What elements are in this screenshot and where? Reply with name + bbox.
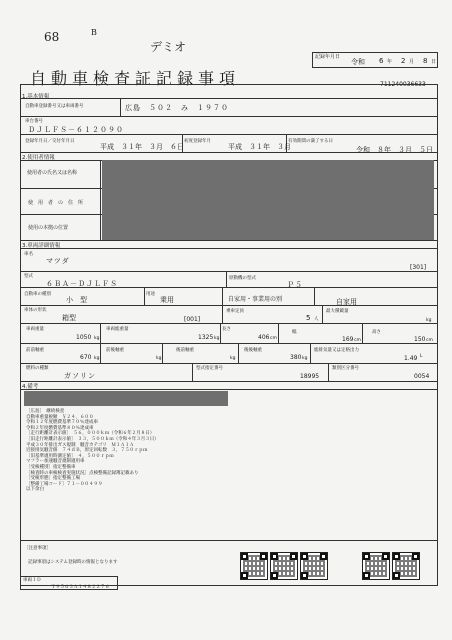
page-title: 自動車検査証記録事項 xyxy=(30,69,241,88)
divider xyxy=(20,240,438,241)
class-no-value: 0054 xyxy=(414,373,430,380)
length-unit: cm xyxy=(270,336,277,341)
weight-unit: kg xyxy=(94,336,100,341)
private-value: 自家用 xyxy=(336,298,357,306)
class-no-label: 類別区分番号 xyxy=(332,366,359,371)
private-label: 自家用・事業用の別 xyxy=(228,296,283,303)
user-address-label: 使 用 者 の 住 所 xyxy=(28,200,84,206)
year-unit: 年 xyxy=(387,59,393,65)
reg-date-value: 平成 ３１年 ３月 ６日 xyxy=(100,143,184,151)
qr-code-3 xyxy=(300,552,328,580)
ff-label: 前前軸重 xyxy=(26,348,44,353)
reg-label: 自動車登録番号又は車両番号 xyxy=(25,104,84,109)
divider xyxy=(162,343,163,363)
divider xyxy=(222,287,223,305)
height-label: 高さ xyxy=(372,330,381,335)
divider xyxy=(20,343,438,344)
gross-unit: kg xyxy=(214,336,220,341)
section-remarks: 4.備考 xyxy=(22,384,39,390)
divider xyxy=(20,305,438,306)
fuel-value: ガソリン xyxy=(64,372,96,380)
divider xyxy=(322,305,323,323)
engine-value: Ｐ５ xyxy=(287,281,303,289)
weight-value: 1050 xyxy=(76,334,92,341)
kind-label: 自動車の種別 xyxy=(24,292,51,297)
remark-line: 平成３０年排出ガス規制 騒音カテゴリ Ｍ１Ａ１Ａ xyxy=(26,442,134,448)
divider xyxy=(20,134,438,135)
expiry-value: 令和 ８年 ３月 ５日 xyxy=(356,146,433,154)
redacted-user-info xyxy=(102,160,434,240)
rr-unit: kg xyxy=(302,356,308,361)
length-value: 406 xyxy=(258,334,270,341)
divider xyxy=(238,343,239,363)
rf-unit: kg xyxy=(230,356,236,361)
redacted-remarks-header xyxy=(24,391,228,406)
record-date-day: 8 xyxy=(423,57,429,65)
first-reg-label: 初度登録年月 xyxy=(184,139,211,144)
divider xyxy=(226,271,227,287)
qr-code-4 xyxy=(362,552,390,580)
rf-label: 後前軸重 xyxy=(176,348,194,353)
remarks-list xyxy=(26,409,159,493)
divider xyxy=(20,152,438,153)
chassis-label: 車台番号 xyxy=(25,119,43,124)
remark-line: ［旧走行距離計表示値］ ３３，５００ｋｍ（令和４年３月３日） xyxy=(26,436,159,442)
body-code: [001] xyxy=(184,316,201,323)
rr-value: 380 xyxy=(290,354,302,361)
remark-line: ［検査時の車検検査実施状況］点検整備記録簿記載あり xyxy=(26,470,139,476)
divider xyxy=(20,248,438,249)
divider xyxy=(120,98,121,116)
vehicle-id-box xyxy=(20,576,118,590)
qr-code-2 xyxy=(270,552,298,580)
maker-value: マツダ xyxy=(46,257,70,265)
divider xyxy=(192,363,193,381)
divider xyxy=(222,305,223,323)
remark-line: ［走行距離計表示値］ ５６，０００ｋｍ（令和６年２月８日） xyxy=(26,431,155,437)
remark-line: マフラー加速騒音規制適用車 xyxy=(26,459,85,465)
day-unit: 日 xyxy=(431,59,437,65)
divider xyxy=(100,160,101,240)
height-unit: cm xyxy=(426,338,433,343)
disp-unit: L xyxy=(420,354,423,359)
reg-date-label: 登録年月日／交付年月日 xyxy=(25,139,75,144)
divider xyxy=(20,271,438,272)
model-label: 型式 xyxy=(24,274,33,279)
width-value: 169 xyxy=(342,336,354,343)
remark-line: 自動車重量税額 ￥２４，６００ xyxy=(26,414,94,420)
weight-label: 車両重量 xyxy=(26,327,44,332)
type-no-label: 型式指定番号 xyxy=(196,366,223,371)
use-value: 乗用 xyxy=(160,296,174,304)
vehicle-id-label: 車両ＩＤ xyxy=(23,578,41,583)
doc-number: 711240036633 xyxy=(380,81,426,88)
fr-unit: kg xyxy=(156,356,162,361)
capacity-value: 5 xyxy=(306,314,312,322)
disp-value: 1.49 xyxy=(404,355,418,362)
max-load-unit: kg xyxy=(426,318,432,323)
divider xyxy=(220,323,221,343)
record-date-box xyxy=(312,52,438,68)
kind-value: 小 型 xyxy=(66,296,87,304)
fuel-label: 燃料の種類 xyxy=(26,366,49,371)
ff-value: 670 xyxy=(80,354,92,361)
width-label: 幅 xyxy=(292,330,297,335)
use-label: 用途 xyxy=(146,292,155,297)
chassis-value: ＤＪＬＦＳ－６１２０９０ xyxy=(28,126,124,134)
model-value: ６ＢＡ－ＤＪＬＦＳ xyxy=(46,280,118,288)
divider xyxy=(20,323,438,324)
vehicle-id-value: Ｔ９５６３Ａ１４８２２７６ xyxy=(51,585,110,590)
width-unit: cm xyxy=(354,338,361,343)
maker-label: 車名 xyxy=(24,252,33,257)
first-reg-value: 平成 ３１年 ３月 xyxy=(228,143,291,151)
remark-line: ［旧基準適用時測定値］ ４，５００ｒｐｍ xyxy=(26,453,114,459)
divider xyxy=(278,323,279,343)
divider xyxy=(20,116,438,117)
divider xyxy=(100,323,101,343)
user-name-label: 使用者の氏名又は名称 xyxy=(27,170,78,176)
remark-line: 令和１２年度燃費基準７０％達成車 xyxy=(26,420,98,426)
body-value: 箱型 xyxy=(62,314,76,322)
remark-line: ［広島］ 継続検査 xyxy=(26,409,65,414)
record-date-label: 記録年月日 xyxy=(315,54,341,60)
section-vehicle: 3.車両詳細情報 xyxy=(22,243,61,249)
handwritten-car-name: デミオ xyxy=(150,40,187,54)
handwritten-letter: B xyxy=(91,28,97,37)
capacity-label: 乗車定員 xyxy=(226,309,244,314)
remark-line: 近接排気騒音値 ７４ｄＢ，原定回転数 ３，７５０ｒｐｍ xyxy=(26,448,148,454)
divider xyxy=(328,363,329,381)
section-user: 2.使用者情報 xyxy=(22,155,55,161)
divider xyxy=(20,98,438,99)
disp-label: 総排気量又は定格出力 xyxy=(314,348,359,353)
body-label: 車体の形状 xyxy=(24,308,47,313)
notes-label: ［注意事項］ xyxy=(24,546,51,551)
qr-code-5 xyxy=(392,552,420,580)
section-basic: 1.基本情報 xyxy=(22,94,50,100)
divider xyxy=(362,323,363,343)
remark-line: 令和２年度燃費基準８０％達成車 xyxy=(26,425,94,431)
gross-value: 1325 xyxy=(198,334,214,341)
max-load-label: 最大積載量 xyxy=(326,309,349,314)
capacity-unit: 人 xyxy=(314,317,319,322)
qr-code-1 xyxy=(240,552,268,580)
remark-line: 以下余白 xyxy=(26,487,44,493)
fr-label: 前後軸重 xyxy=(106,348,124,353)
remark-line: ［受検形態］指定整備工場 xyxy=(26,476,80,482)
length-label: 長さ xyxy=(222,327,231,332)
handwritten-number: 68 xyxy=(44,30,60,44)
divider xyxy=(286,134,287,152)
record-date-month: 2 xyxy=(401,57,407,65)
divider xyxy=(100,343,101,363)
notes-text: 記録事項はシステム登録時の情報となります xyxy=(28,560,118,565)
divider xyxy=(182,134,183,152)
divider xyxy=(314,287,315,305)
divider xyxy=(310,343,311,363)
divider xyxy=(20,287,438,288)
divider xyxy=(20,381,438,382)
remark-line: ［受検種別］指定整備車 xyxy=(26,464,76,470)
record-date-year: 6 xyxy=(379,57,385,65)
ff-unit: kg xyxy=(94,356,100,361)
remark-line: ［整備工場コード］７１－００４９９ xyxy=(26,481,103,487)
gross-label: 車両総重量 xyxy=(106,327,129,332)
record-date-era: 令和 xyxy=(351,58,365,66)
divider xyxy=(20,389,438,390)
rr-label: 後後軸重 xyxy=(244,348,262,353)
divider xyxy=(20,363,438,364)
month-unit: 月 xyxy=(409,59,415,65)
user-base-label: 使用の本拠の位置 xyxy=(28,225,69,231)
expiry-label: 有効期間の満了する日 xyxy=(288,139,333,144)
engine-label: 原動機の型式 xyxy=(229,276,256,281)
divider xyxy=(144,287,145,305)
maker-code: [301] xyxy=(410,264,427,271)
type-no-value: 18995 xyxy=(300,373,320,380)
height-value: 150 xyxy=(414,336,426,343)
reg-value: 広島 ５０２ み １９７０ xyxy=(125,104,229,112)
divider xyxy=(20,540,438,541)
